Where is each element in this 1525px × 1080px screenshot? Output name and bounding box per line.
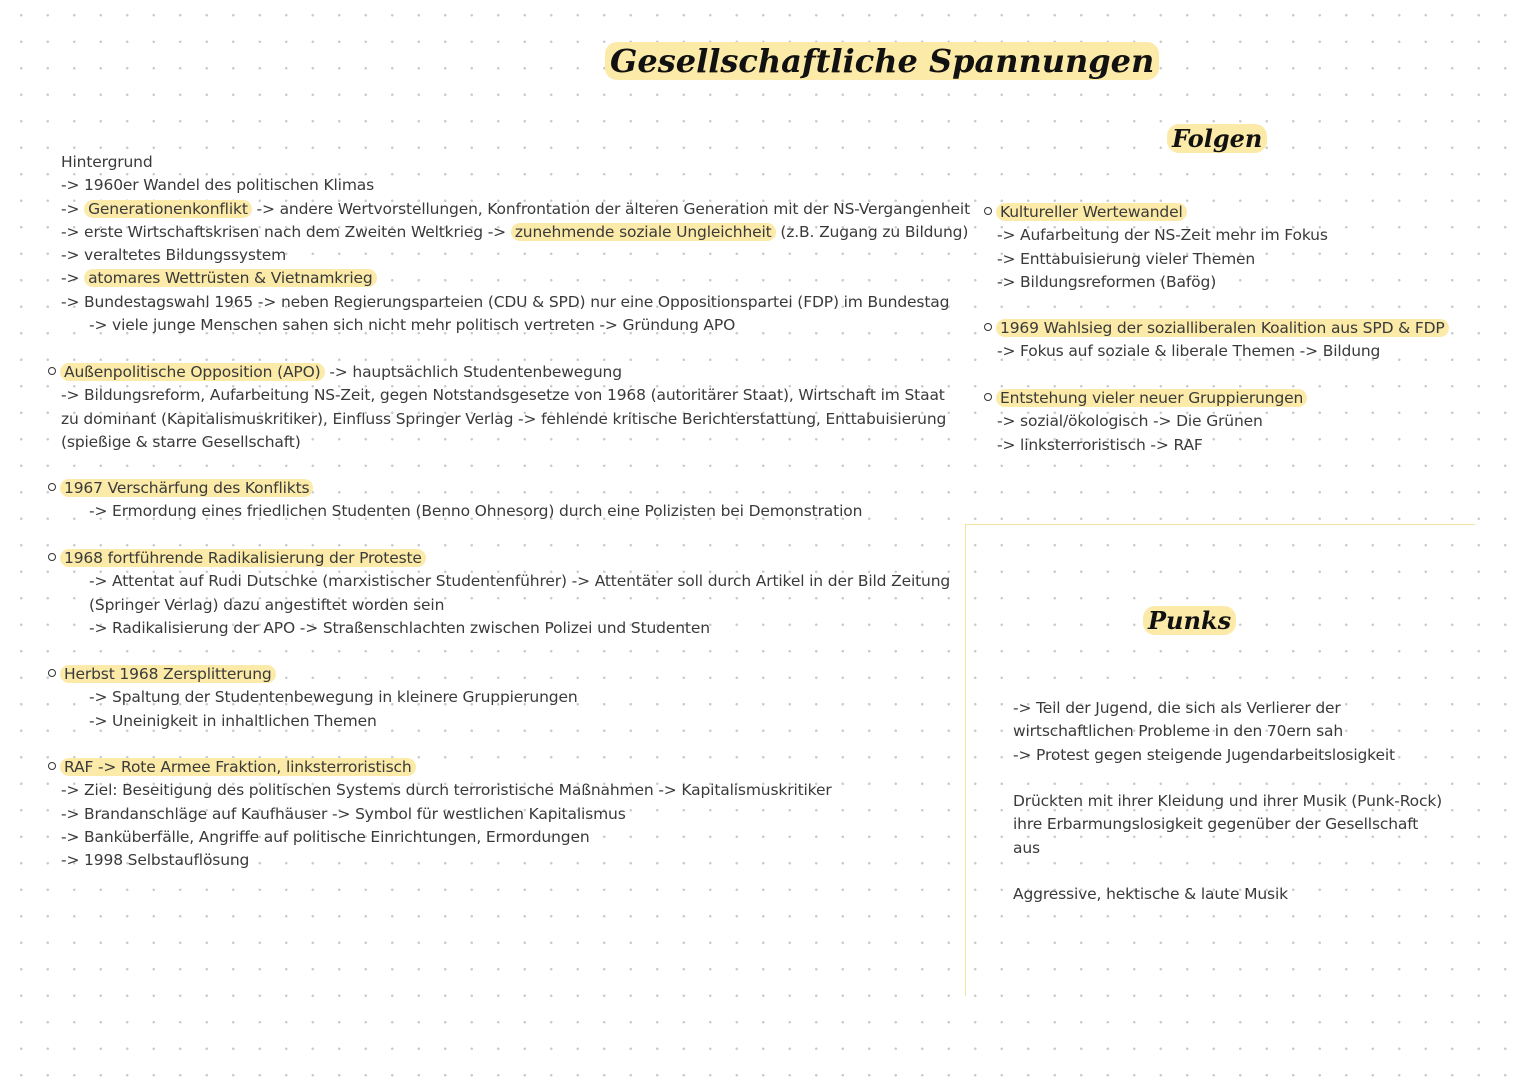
- list-item: -> 1960er Wandel des politischen Klimas: [61, 176, 375, 195]
- page-title-text: Gesellschaftliche Spannungen: [605, 42, 1159, 80]
- list-item: -> Attentat auf Rudi Dutschke (marxistischer Studentenführer) -> Attentäter soll durch Artikel in der Bild Zeitung: [89, 572, 951, 591]
- section-heading: [61, 756, 832, 779]
- list-item: -> Ermordung eines friedlichen Studenten (Benno Ohnesorg) durch eine Polizisten bei Demonstration: [89, 502, 863, 521]
- list-item: -> Bildungsreformen (Bafög): [997, 272, 1217, 291]
- bullet-icon: [984, 393, 992, 401]
- highlight: Außenpolitische Opposition (APO): [60, 363, 325, 381]
- spacer: [1013, 860, 1442, 883]
- punks-section: [1013, 697, 1442, 907]
- list-item: -> Enttabuisierung vieler Themen: [997, 249, 1256, 268]
- bullet-icon: [48, 669, 56, 677]
- paragraph-line: ihre Erbarmungslosigkeit gegenüber der Gesellschaft: [1013, 815, 1419, 834]
- list-item: -> Brandanschläge auf Kaufhäuser -> Symbol für westlichen Kapitalismus: [61, 804, 626, 823]
- divider: [965, 524, 966, 996]
- bullet-icon: [48, 762, 56, 770]
- list-item: -> Banküberfälle, Angriffe auf politische Einrichtungen, Ermordungen: [61, 827, 590, 846]
- section-heading: [61, 663, 578, 686]
- bullet-icon: [48, 553, 56, 561]
- list-item: -> Fokus auf soziale & liberale Themen -> Bildung: [997, 342, 1381, 361]
- spacer: [1013, 767, 1442, 790]
- highlight: RAF -> Rote Armee Fraktion, linksterroristisch: [60, 758, 416, 776]
- list-item: -> Radikalisierung der APO -> Straßenschlachten zwischen Polizei und Studenten: [89, 618, 710, 637]
- section-1968: [61, 547, 950, 640]
- paragraph-line: aus: [1013, 838, 1040, 857]
- section-heading: Außenpolitische Opposition (APO) -> hauptsächlich Studentenbewegung: [61, 361, 946, 384]
- folgen-section-gruppierungen: [997, 387, 1307, 457]
- folgen-heading: Folgen: [1167, 124, 1267, 153]
- section-heading: [997, 387, 1307, 410]
- list-item: -> Teil der Jugend, die sich als Verlierer der: [1013, 699, 1341, 717]
- list-item: -> sozial/ökologisch -> Die Grünen: [997, 412, 1263, 431]
- section-heading: [997, 317, 1449, 340]
- list-item: -> Generationenkonflikt -> andere Wertvorstellungen, Konfrontation der älteren Generation mit der NS-Vergangenheit: [61, 199, 970, 218]
- highlight: zunehmende soziale Ungleichheit: [511, 223, 776, 241]
- highlight: Kultureller Wertewandel: [996, 203, 1187, 221]
- section-heading: [61, 477, 862, 500]
- list-item: -> Spaltung der Studentenbewegung in kleinere Gruppierungen: [89, 688, 578, 707]
- list-item: -> Uneinigkeit in inhaltlichen Themen: [89, 711, 377, 730]
- section-heading: Hintergrund: [61, 153, 153, 171]
- folgen-section-wahlsieg: [997, 317, 1449, 364]
- list-item: (spießige & starre Gesellschaft): [61, 432, 301, 451]
- list-item: -> Aufarbeitung der NS-Zeit mehr im Fokus: [997, 226, 1328, 245]
- paragraph-line: Aggressive, hektische & laute Musik: [1013, 885, 1288, 904]
- list-item: -> atomares Wettrüsten & Vietnamkrieg: [61, 267, 970, 290]
- highlight: Entstehung vieler neuer Gruppierungen: [996, 389, 1307, 407]
- highlight: 1968 fortführende Radikalisierung der Proteste: [60, 549, 426, 567]
- list-item: -> Protest gegen steigende Jugendarbeitslosigkeit: [1013, 745, 1395, 764]
- section-heading: [61, 547, 950, 570]
- list-item: -> Bundestagswahl 1965 -> neben Regierungsparteien (CDU & SPD) nur eine Oppositionspartei (FDP) im Bundestag: [61, 292, 950, 311]
- bullet-icon: [984, 207, 992, 215]
- bullet-icon: [48, 367, 56, 375]
- list-item: wirtschaftlichen Probleme in den 70ern sah: [1013, 722, 1344, 741]
- folgen-section-wertewandel: [997, 201, 1328, 294]
- section-apo: [61, 361, 946, 454]
- list-item: -> Ziel: Beseitigung des politischen Systems durch terroristische Maßnahmen -> Kapitalismuskritiker: [61, 781, 832, 800]
- section-herbst-1968: [61, 663, 578, 733]
- list-item: -> linksterroristisch -> RAF: [997, 435, 1203, 454]
- highlight: 1969 Wahlsieg der sozialliberalen Koalition aus SPD & FDP: [996, 319, 1449, 337]
- section-heading: [997, 201, 1328, 224]
- section-raf: [61, 756, 832, 872]
- highlight: Generationenkonflikt: [84, 200, 252, 218]
- list-item: -> erste Wirtschaftskrisen nach dem Zweiten Weltkrieg -> zunehmende soziale Ungleichheit (z.B. Zugang zu Bildung): [61, 222, 969, 241]
- list-item: -> viele junge Menschen sahen sich nicht mehr politisch vertreten -> Gründung APO: [89, 316, 736, 335]
- highlight: 1967 Verschärfung des Konflikts: [60, 479, 313, 497]
- bullet-icon: [984, 323, 992, 331]
- section-hintergrund: [61, 151, 970, 337]
- section-1967: [61, 477, 862, 524]
- page-title: [605, 42, 1159, 80]
- paragraph-line: Drückten mit ihrer Kleidung und ihrer Musik (Punk-Rock): [1013, 792, 1443, 811]
- highlight: Herbst 1968 Zersplitterung: [60, 665, 276, 683]
- list-item: zu dominant (Kapitalismuskritiker), Einfluss Springer Verlag -> fehlende kritische Berichterstattung, Enttabuisierung: [61, 409, 947, 428]
- bullet-icon: [48, 483, 56, 491]
- list-item: -> Bildungsreform, Aufarbeitung NS-Zeit, gegen Notstandsgesetze von 1968 (autoritärer Staat), Wirtschaft im Staat: [61, 386, 945, 405]
- divider: [965, 524, 1475, 525]
- list-item: -> veraltetes Bildungssystem: [61, 246, 287, 265]
- list-item: -> 1998 Selbstauflösung: [61, 851, 250, 870]
- highlight: atomares Wettrüsten & Vietnamkrieg: [84, 269, 377, 287]
- punks-heading: Punks: [1143, 606, 1236, 635]
- list-item: (Springer Verlag) dazu angestiftet worden sein: [89, 595, 445, 614]
